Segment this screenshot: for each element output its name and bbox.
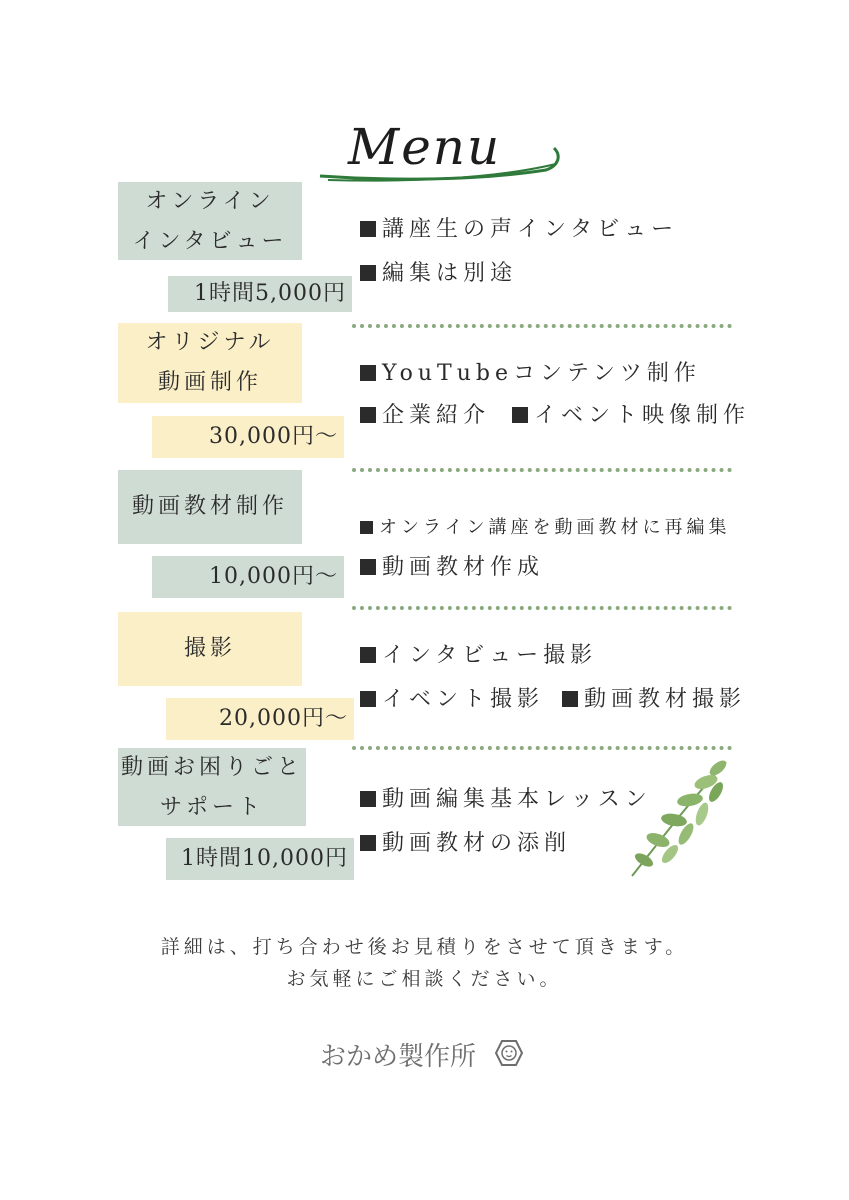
section-5-label-line-1: 動画お困りごと [120, 755, 303, 780]
okame-face-icon [494, 1038, 524, 1068]
section-3-label-line-1: 動画教材制作 [131, 494, 288, 519]
bullet-square-icon [360, 365, 376, 381]
section-3-label [118, 470, 302, 544]
section-4-price: 20,000円〜 [166, 698, 354, 740]
section-2-price: 30,000円〜 [152, 416, 344, 458]
section-3-item-2: 動画教材作成 [360, 550, 544, 581]
section-2-label-line-1: オリジナル [145, 330, 275, 355]
section-1-item-1: 講座生の声インタビュー [360, 212, 678, 243]
section-1-label-line-1: オンライン [145, 189, 275, 214]
section-4-label [118, 612, 302, 686]
section-4-label-line-1: 撮影 [183, 636, 236, 661]
section-4-item-1: インタビュー撮影 [360, 638, 597, 669]
bullet-square-icon [512, 407, 528, 423]
section-2-item-2: 企業紹介 イベント映像制作 [360, 398, 750, 429]
section-1-label [118, 182, 302, 260]
divider [352, 468, 732, 472]
page-title: Menu [348, 118, 502, 176]
bullet-square-icon [360, 407, 376, 423]
section-5-label-line-2: サポート [159, 795, 264, 820]
bullet-square-icon [360, 265, 376, 281]
brand-name: おかめ製作所 [320, 1042, 477, 1072]
section-4-item-2: イベント撮影 動画教材撮影 [360, 682, 746, 713]
section-2-label-line-2: 動画制作 [157, 370, 262, 395]
divider [352, 606, 732, 610]
section-1-item-2: 編集は別途 [360, 256, 517, 287]
section-2-label [118, 323, 302, 403]
bullet-square-icon [360, 791, 376, 807]
section-5-item-2: 動画教材の添削 [360, 826, 571, 857]
section-1-price: 1時間5,000円 [168, 276, 352, 312]
section-3-item-1: オンライン講座を動画教材に再編集 [360, 513, 730, 539]
section-5-price: 1時間10,000円 [166, 838, 354, 880]
section-5-item-1: 動画編集基本レッスン [360, 782, 652, 813]
bullet-square-icon [360, 559, 376, 575]
footer-line-1: 詳細は、打ち合わせ後お見積りをさせて頂きます。 [160, 936, 689, 958]
section-2-item-1: YouTubeコンテンツ制作 [360, 356, 701, 387]
footer-line-2: お気軽にご相談ください。 [286, 968, 563, 990]
bullet-square-icon [360, 221, 376, 237]
bullet-square-icon [360, 647, 376, 663]
section-3-price: 10,000円〜 [152, 556, 344, 598]
bullet-square-icon [562, 691, 578, 707]
menu-title-block [318, 118, 568, 190]
divider [352, 324, 732, 328]
bullet-square-icon [360, 835, 376, 851]
eucalyptus-leaves-icon [626, 756, 734, 880]
bullet-square-icon [360, 521, 373, 534]
divider [352, 746, 732, 750]
section-1-label-line-2: インタビュー [132, 229, 288, 254]
bullet-square-icon [360, 691, 376, 707]
section-5-label [118, 748, 306, 826]
